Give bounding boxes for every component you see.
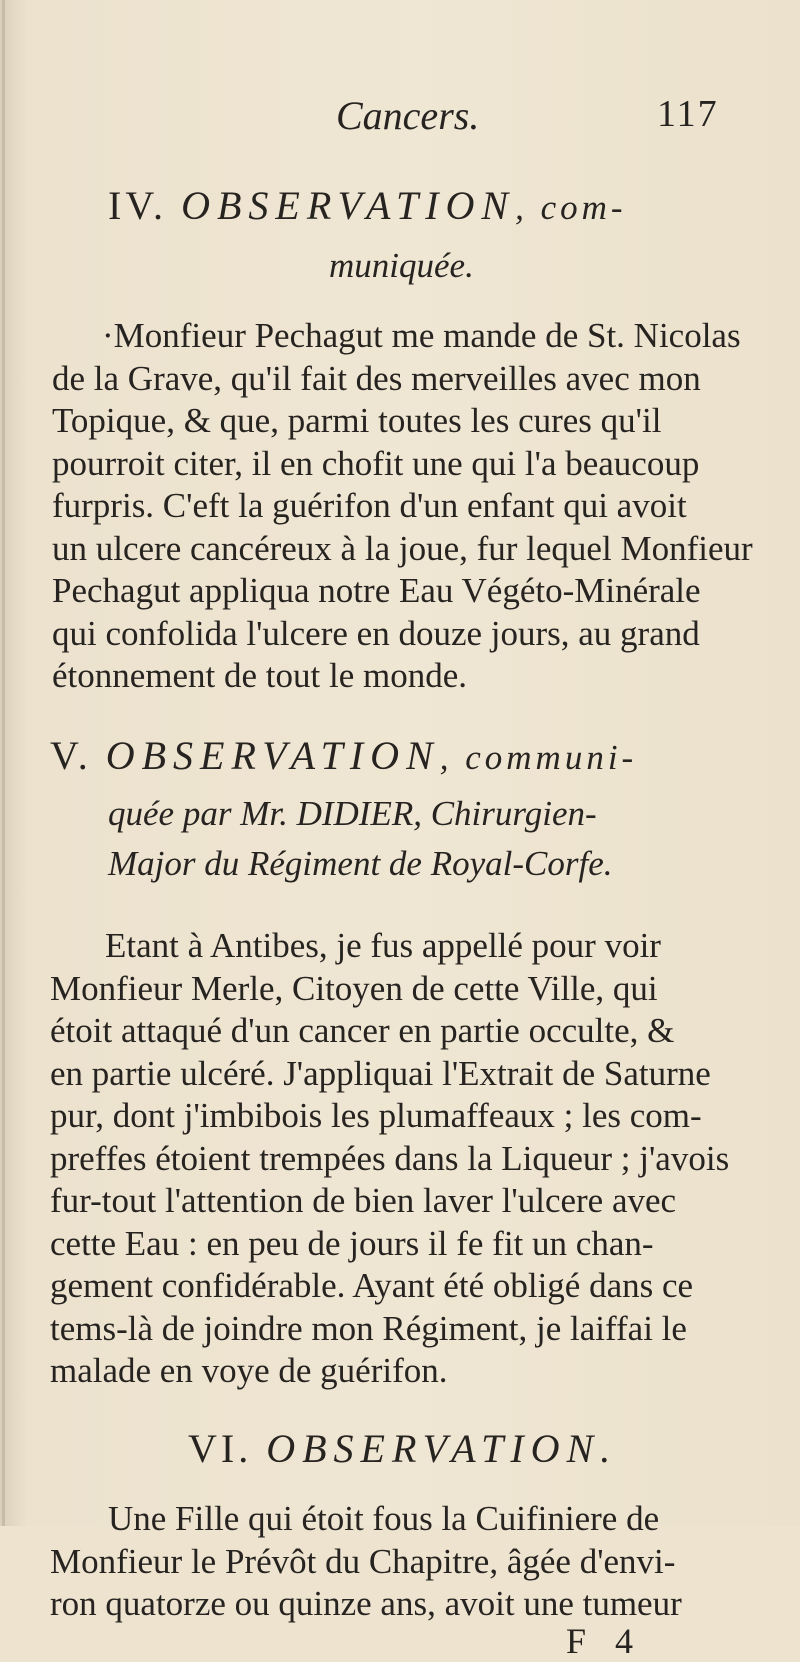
section-v-line-9: gement confidérable. Ayant été obligé dans ce: [50, 1266, 694, 1305]
running-title: Cancers.: [336, 93, 480, 138]
section-v-subheading-2: Major du Régiment de Royal-Corfe.: [108, 844, 613, 883]
section-iv-line-2: de la Grave, qu'il fait des merveilles avec mon: [52, 358, 701, 398]
section-iv-line-6: un ulcere cancéreux à la joue, fur lequel Monfieur: [52, 528, 753, 568]
section-v-line-1: Etant à Antibes, je fus appellé pour voir: [105, 926, 661, 965]
section-v-line-4: en partie ulcéré. J'appliquai l'Extrait de Saturne: [50, 1053, 711, 1093]
section-iv-title: OBSERVATION: [181, 183, 516, 228]
section-v-line-8: cette Eau : en peu de jours il fe fit un chan-: [50, 1223, 654, 1263]
section-iv-line-4: pourroit citer, il en chofit une qui l'a beaucoup: [52, 443, 700, 483]
section-iv-numeral: IV.: [108, 183, 168, 228]
section-v-subheading-1: quée par Mr. DIDIER, Chirurgien-: [108, 794, 597, 833]
section-v-line-5: pur, dont j'imbibois les plumaffeaux ; les com-: [50, 1096, 702, 1135]
section-iv-heading: [108, 183, 627, 228]
signature-mark: F 4: [566, 1621, 644, 1661]
section-vi-heading: [188, 1426, 618, 1471]
binding-gutter: [2, 0, 5, 1526]
section-v-line-6: preffes étoient trempées dans la Liqueur ; j'avois: [50, 1138, 730, 1178]
section-v-title-tail: , communi-: [439, 738, 638, 777]
section-iv-line-9: étonnement de tout le monde.: [52, 656, 468, 695]
section-v-heading: [50, 733, 638, 778]
section-v-line-11: malade en voye de guérifon.: [50, 1351, 448, 1390]
section-iv-line-1: ·Monfieur Pechagut me mande de St. Nicolas: [102, 316, 741, 355]
running-head: [0, 92, 800, 142]
section-iv-line-5: furpris. C'eft la guérifon d'un enfant qui avoit: [52, 486, 687, 525]
page-number: 117: [657, 93, 719, 135]
section-iv-line-3: Topique, & que, parmi toutes les cures qu'il: [52, 401, 662, 440]
section-v-line-7: fur-tout l'attention de bien laver l'ulcere avec: [50, 1181, 677, 1220]
section-v-line-3: étoit attaqué d'un cancer en partie occulte, &: [50, 1011, 675, 1050]
section-iv-title-tail: , com-: [515, 188, 627, 227]
section-vi-numeral: VI.: [188, 1426, 253, 1471]
section-v-line-10: tems-là de joindre mon Régiment, je laiffai le: [50, 1308, 687, 1348]
section-vi-title: OBSERVATION.: [266, 1426, 618, 1471]
section-vi-line-1: Une Fille qui étoit fous la Cuifiniere de: [108, 1499, 660, 1538]
section-iv-line-8: qui confolida l'ulcere en douze jours, au grand: [52, 613, 700, 653]
section-v-line-2: Monfieur Merle, Citoyen de cette Ville, qui: [50, 968, 658, 1008]
section-vi-line-2: Monfieur le Prévôt du Chapitre, âgée d'envi-: [50, 1541, 676, 1581]
section-v-numeral: V.: [50, 733, 92, 778]
section-v-title: OBSERVATION: [105, 733, 440, 778]
section-iv-line-7: Pechagut appliqua notre Eau Végéto-Minérale: [52, 571, 701, 610]
section-iv-heading-cont: muniquée.: [329, 246, 474, 285]
section-vi-line-3: ron quatorze ou quinze ans, avoit une tumeur: [50, 1584, 682, 1623]
